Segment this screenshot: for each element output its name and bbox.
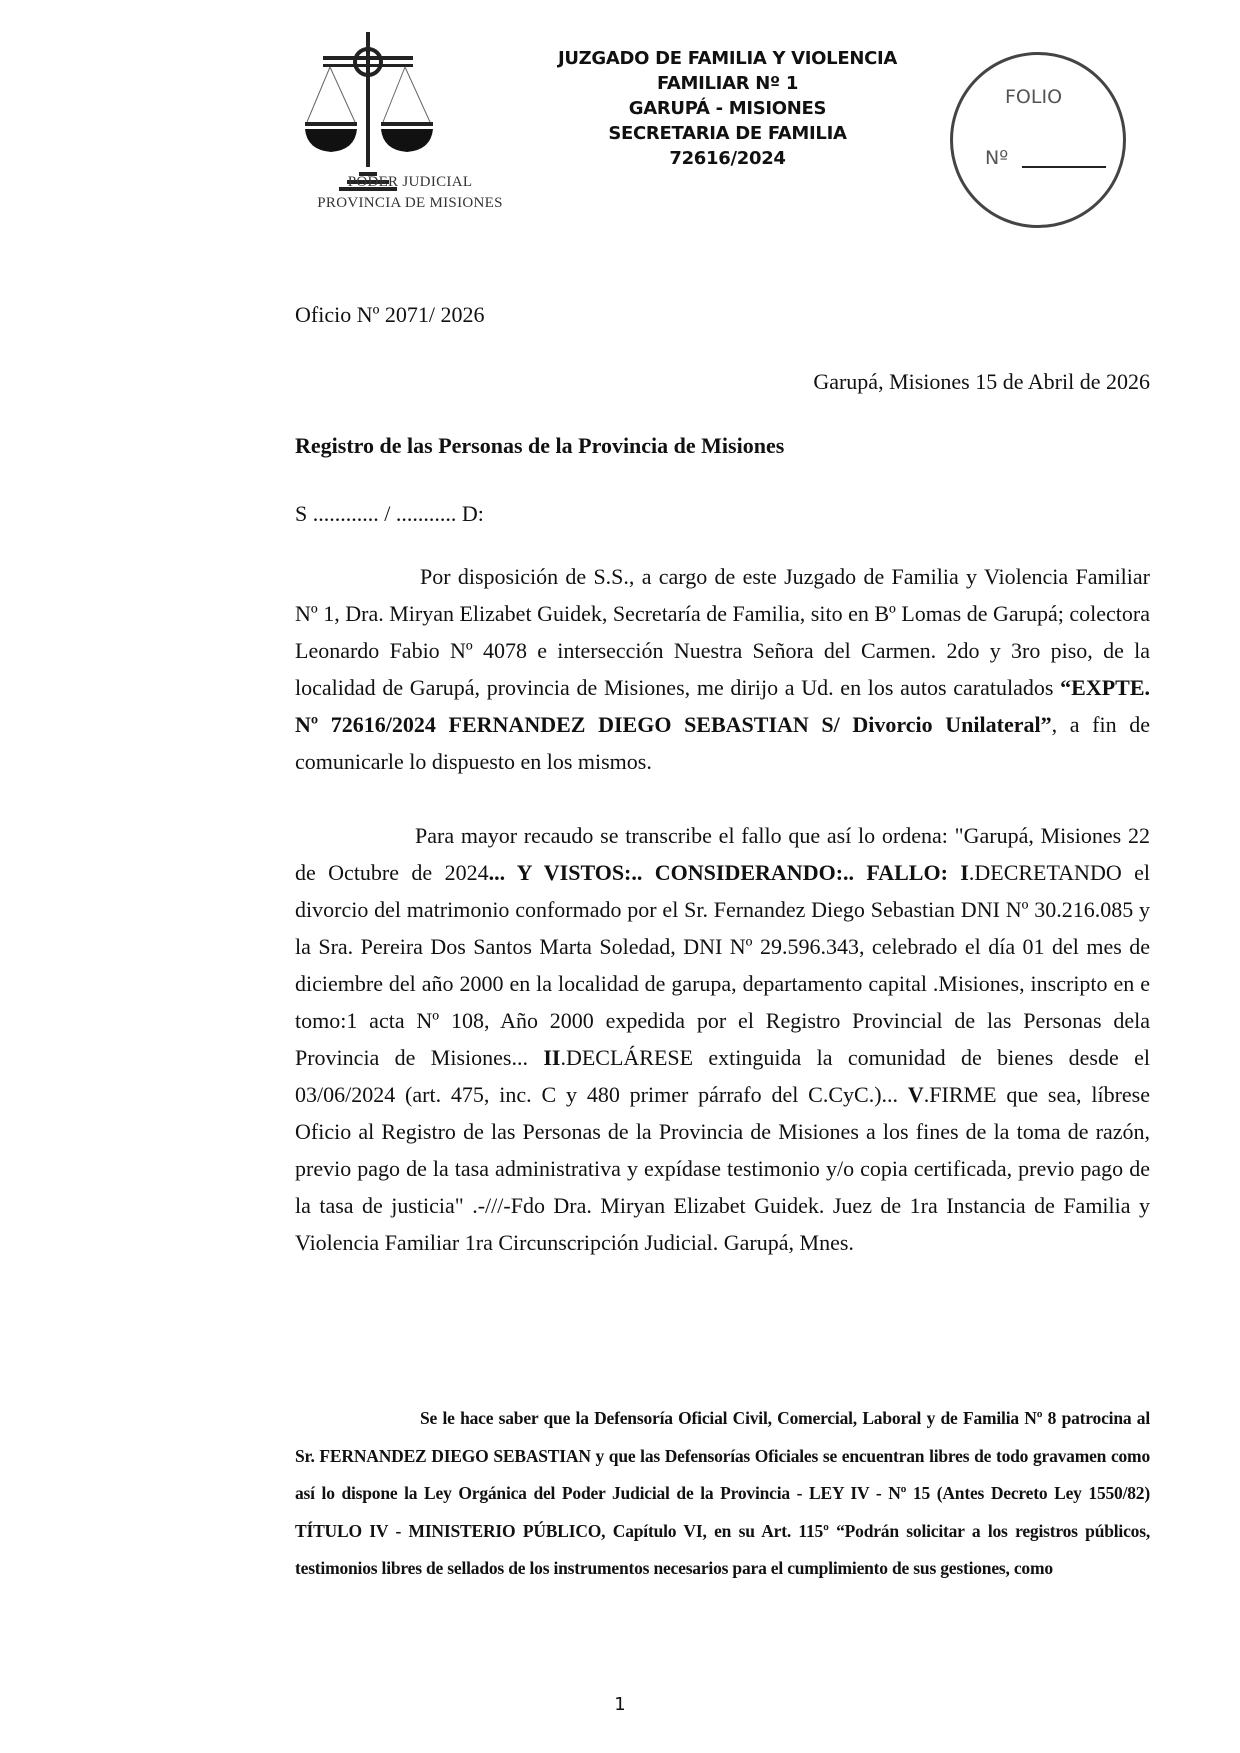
header-line-1: JUZGADO DE FAMILIA Y VIOLENCIA xyxy=(557,48,898,69)
p2-text-e: .DECLÁRESE extinguida la comunidad de bienes desde el 03/06/2024 (art. 475, inc. C y 480 primer párrafo del C.CyC.)... xyxy=(295,1045,1150,1107)
case-title: “EXPTE. Nº 72616/2024 FERNANDEZ DIEGO SEBASTIAN S/ Divorcio Unilateral” xyxy=(295,675,1150,737)
p2-text-a: Para mayor recaudo se transcribe el fallo que así lo ordena: "Garupá, Misiones 22 de Octubre de 2024 xyxy=(295,823,1150,885)
logo-line-1: PODER JUDICIAL xyxy=(347,174,473,190)
header-line-2: FAMILIAR Nº 1 xyxy=(656,73,799,94)
logo-line-2: PROVINCIA DE MISIONES xyxy=(317,195,503,211)
p2-text-c: .DECRETANDO el divorcio del matrimonio conformado por el Sr. Fernandez Diego Sebastian DNI Nº 30.216.085 y la Sra. Pereira Dos Santos Marta Soledad, DNI Nº 29.596.343, celebrado el día 01 del mes de diciembre del año 2000 en la localidad de garupa, departamento capital .Misiones, inscripto en e tomo:1 acta Nº 108, Año 2000 expedida por el Registro Provincial de las Personas dela Provincia de Misiones... xyxy=(295,860,1150,1070)
p2-bold-f: V xyxy=(907,1082,924,1107)
folio-number-blank xyxy=(1022,166,1106,168)
logo-caption xyxy=(300,172,520,214)
p1-text: Por disposición de S.S., a cargo de este Juzgado de Familia y Violencia Familiar Nº 1, Dra. Miryan Elizabet Guidek, Secretaría de Familia, sito en Bº Lomas de Garupá; colectora Leonardo Fabio Nº 4078 e intersección Nuestra Señora del Carmen. 2do y 3ro piso, de la localidad de Garupá, provincia de Misiones, me dirijo a Ud. en los autos caratulados xyxy=(295,564,1150,700)
paragraph-defensoria xyxy=(295,1400,1150,1588)
oficio-number: Oficio Nº 2071/ 2026 xyxy=(295,302,485,327)
salutation: S ............ / ........... D: xyxy=(295,501,484,526)
p3-text: Se le hace saber que la Defensoría Oficial Civil, Comercial, Laboral y de Familia Nº 8 patrocina al Sr. FERNANDEZ DIEGO SEBASTIAN y que las Defensorías Oficiales se encuentran libres de todo gravamen como así lo dispone la Ley Orgánica del Poder Judicial de la Provincia - LEY IV - Nº 15 (Antes Decreto Ley 1550/82) TÍTULO IV - MINISTERIO PÚBLICO, Capítulo VI, en su Art. 115º “Podrán solicitar a los registros públicos, testimonios libres de sellados de los instrumentos necesarios para el cumplimiento de sus gestiones, como xyxy=(295,1408,1150,1578)
header-case-number: 72616/2024 xyxy=(669,148,786,169)
paragraph-disposition xyxy=(295,558,1150,780)
date-line: Garupá, Misiones 15 de Abril de 2026 xyxy=(813,369,1150,394)
folio-number-label: Nº xyxy=(985,147,1009,169)
folio-stamp xyxy=(950,52,1126,228)
p2-text-g: .FIRME que sea, líbrese Oficio al Registro de las Personas de la Provincia de Misiones a los fines de la toma de razón, previo pago de la tasa administrativa y expídase testimonio y/o copia certificada, previo pago de la tasa de justicia" .-///-Fdo Dra. Miryan Elizabet Guidek. Juez de 1ra Instancia de Familia y Violencia Familiar 1ra Circunscripción Judicial. Garupá, Mnes. xyxy=(295,1082,1151,1255)
paragraph-ruling xyxy=(295,817,1150,1261)
page-number: 1 xyxy=(614,1694,626,1715)
p2-bold-d: II xyxy=(543,1045,561,1070)
recipient: Registro de las Personas de la Provincia de Misiones xyxy=(295,433,785,458)
header-line-4: SECRETARIA DE FAMILIA xyxy=(608,123,847,144)
p1-text-end: , a fin de comunicarle lo dispuesto en los mismos. xyxy=(295,712,1150,774)
header-line-3: GARUPÁ - MISIONES xyxy=(628,98,827,119)
p2-bold-b: ... Y VISTOS:.. CONSIDERANDO:.. FALLO: I xyxy=(488,860,969,885)
court-header xyxy=(500,46,955,171)
folio-label: FOLIO xyxy=(1005,86,1063,108)
